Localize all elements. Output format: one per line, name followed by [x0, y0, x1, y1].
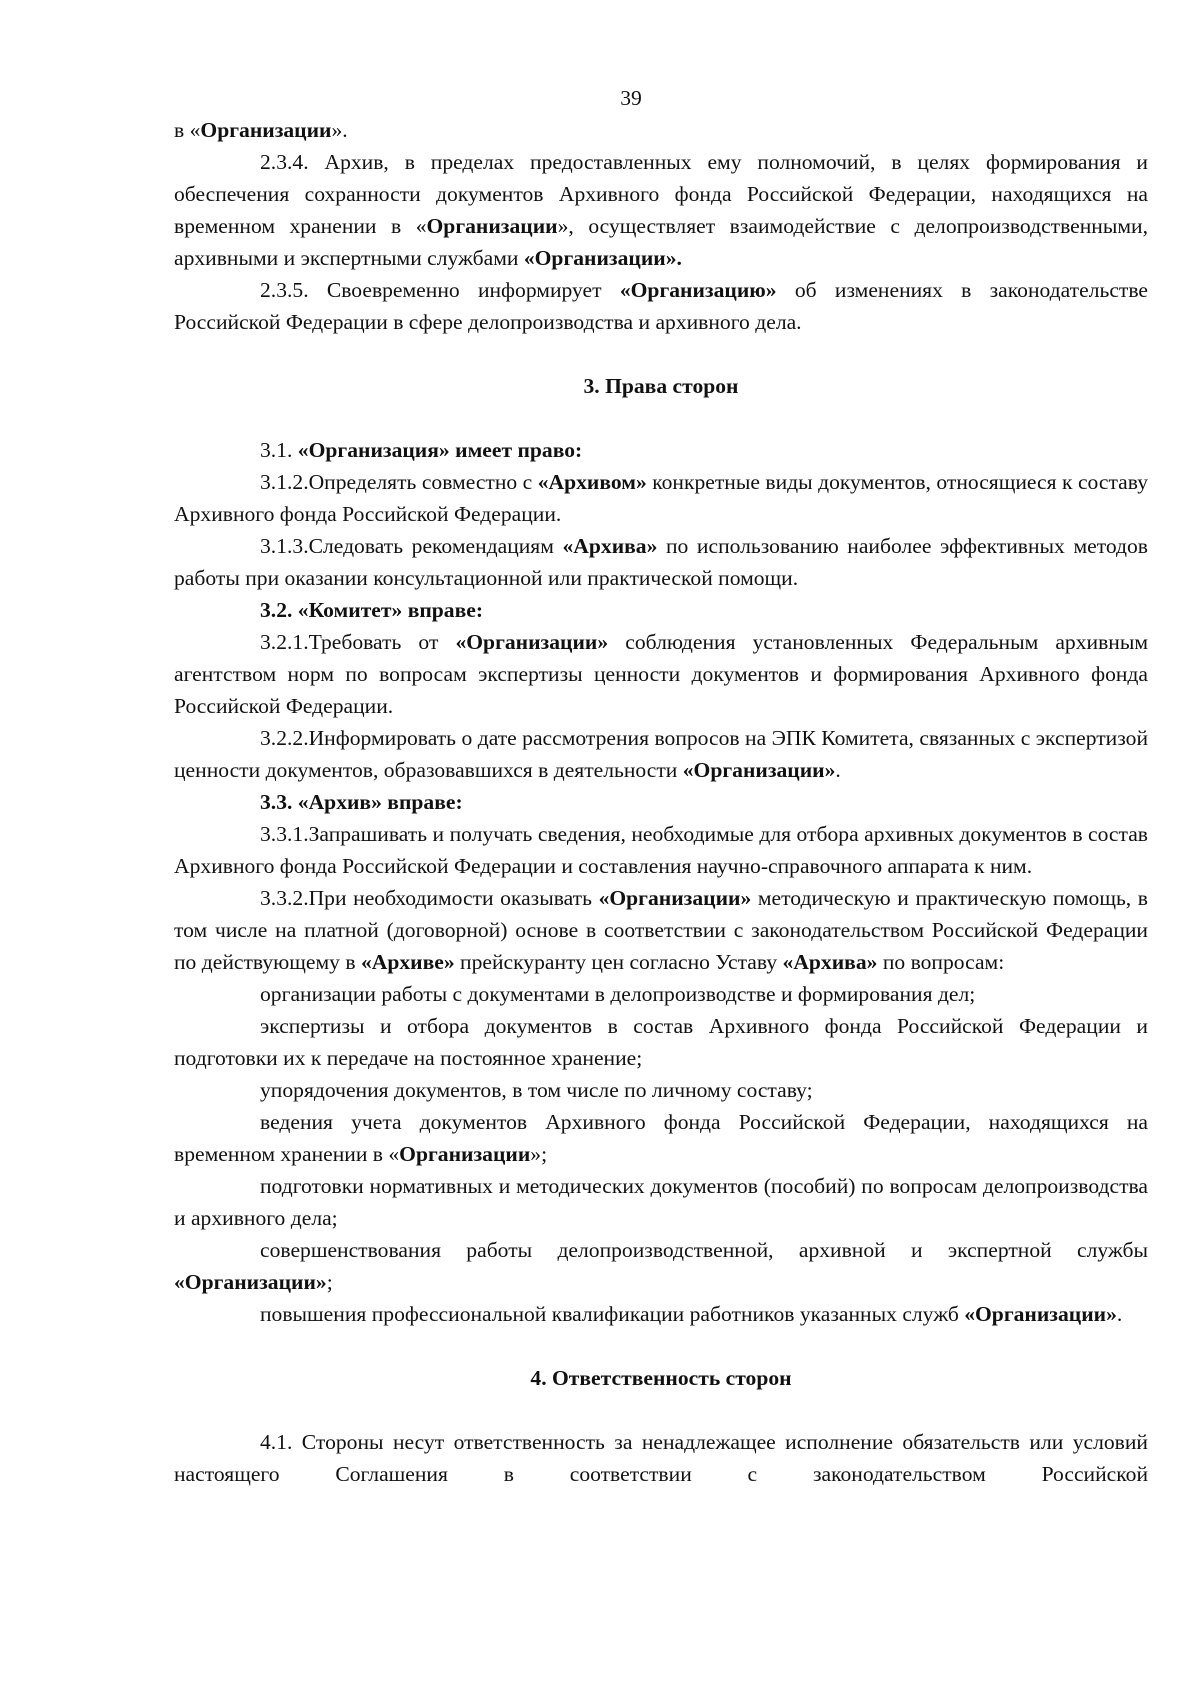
bold-text: «Организации».	[523, 246, 682, 270]
paragraph-p_32	[174, 594, 1148, 626]
text-run: подготовки нормативных и методических документов (пособий) по вопросам делопроизводства и архивного дела;	[174, 1174, 1148, 1230]
bold-text: «Организации»	[174, 1270, 327, 1294]
bold-text: «Организации»	[455, 630, 609, 654]
paragraph-p_i3	[174, 1074, 1148, 1106]
text-run: 3.3.1.Запрашивать и получать сведения, необходимые для отбора архивных документов в состав Архивного фонда Российской Федерации и составления научно-справочного аппарата к ним.	[174, 822, 1148, 878]
paragraph-p_i2	[174, 1010, 1148, 1074]
text-run: .	[1116, 1302, 1123, 1326]
text-run: 2.3.4. Архив, в пределах предоставленных ему полномочий, в целях формирования и обеспечения сохранности документов Архивного фонда Российской Федерации, находящихся на временном хранении в «	[174, 150, 1148, 238]
bold-text: Организации	[399, 1142, 531, 1166]
paragraph-p_331	[174, 818, 1148, 882]
bold-text: «Организации»	[964, 1302, 1117, 1326]
text-run: по вопросам:	[877, 950, 1005, 974]
bold-text: «Архива»	[562, 534, 658, 558]
bold-text: «Архива»	[782, 950, 878, 974]
bold-text: 3.3. «Архив» вправе:	[260, 790, 463, 814]
bold-text: «Организация» имеет право:	[297, 438, 583, 462]
page-number: 39	[620, 86, 642, 110]
text-run: 4.1. Стороны несут ответственность за ненадлежащее исполнение обязательств или условий настоящего Соглашения в соответствии с законодательством Российской	[174, 1430, 1148, 1486]
text-run: 3.1.2.Определять совместно с	[260, 470, 538, 494]
text-run: 2.3.5. Своевременно информирует	[260, 278, 620, 302]
paragraph-p_i7	[174, 1298, 1148, 1330]
paragraph-p_33	[174, 786, 1148, 818]
text-run: методическую и практическую помощь, в том числе на платной (договорной) основе в соответствии с законодательством Российской Федерации по действующему в	[174, 886, 1149, 974]
text-run: 3.2.1.Требовать от	[260, 630, 456, 654]
text-run: .	[835, 758, 841, 782]
text-run: по использованию наиболее эффективных методов работы при оказании консультационной или практической помощи.	[174, 534, 1148, 590]
text-run: организации работы с документами в делопроизводстве и формирования дел;	[260, 982, 976, 1006]
text-run: ».	[331, 118, 348, 142]
paragraph-p_i5	[174, 1170, 1148, 1234]
paragraph-p_i4	[174, 1106, 1148, 1170]
text-run: »;	[530, 1142, 548, 1166]
bold-text: Организации	[200, 118, 332, 142]
bold-text: Организации	[426, 214, 558, 238]
paragraph-p_41	[174, 1426, 1148, 1490]
bold-text: «Организацию»	[619, 278, 777, 302]
text-run: об изменениях в законодательстве Российской Федерации в сфере делопроизводства и архивного дела.	[174, 278, 1149, 334]
text-run: ведения учета документов Архивного фонда Российской Федерации, находящихся на временном хранении в «	[174, 1110, 1148, 1166]
document-body	[174, 114, 1148, 1490]
paragraph-p_312	[174, 466, 1148, 530]
text-run: ;	[326, 1270, 333, 1294]
text-run: в «	[174, 118, 201, 142]
bold-text: «Архиве»	[360, 950, 455, 974]
text-run: упорядочения документов, в том числе по личному составу;	[260, 1078, 813, 1102]
paragraph-p_i1	[174, 978, 1148, 1010]
paragraph-p_332	[174, 882, 1148, 978]
text-run: прейскуранту цен согласно Уставу	[454, 950, 783, 974]
paragraph-p_i6	[174, 1234, 1148, 1298]
text-run: совершенствования работы делопроизводственной, архивной и экспертной службы	[260, 1238, 1148, 1262]
paragraph-p_321	[174, 626, 1148, 722]
text-run: 3.3.2.При необходимости оказывать	[260, 886, 599, 910]
text-run: 3.1.3.Следовать рекомендациям	[260, 534, 563, 558]
bold-text: «Организации»	[682, 758, 836, 782]
text-run: 3.2.2.Информировать о дате рассмотрения вопросов на ЭПК Комитета, связанных с экспертизой ценности документов, образовавшихся в деятельности	[174, 726, 1148, 782]
bold-text: 3.2. «Комитет» вправе:	[260, 598, 484, 622]
paragraph-p_322	[174, 722, 1148, 786]
paragraph-p_31	[174, 434, 1148, 466]
bold-text: «Организации»	[598, 886, 752, 910]
text-run: экспертизы и отбора документов в состав Архивного фонда Российской Федерации и подготовки их к передаче на постоянное хранение;	[174, 1014, 1148, 1070]
text-run: 3.1.	[260, 438, 298, 462]
section-heading-h4: 4. Ответственность сторон	[530, 1366, 792, 1390]
paragraph-p_313	[174, 530, 1148, 594]
section-heading-h3: 3. Права сторон	[583, 374, 739, 398]
paragraph-p_cont	[174, 114, 1148, 146]
text-run: », осуществляет взаимодействие с делопроизводственными, архивными и экспертными службами	[174, 214, 1148, 270]
text-run: конкретные виды документов, относящиеся к составу Архивного фонда Российской Федерации.	[174, 470, 1148, 526]
paragraph-p_234	[174, 146, 1148, 274]
bold-text: «Архивом»	[537, 470, 647, 494]
text-run: соблюдения установленных Федеральным архивным агентством норм по вопросам экспертизы ценности документов и формирования Архивного фонда Российской Федерации.	[174, 630, 1148, 718]
text-run: повышения профессиональной квалификации работников указанных служб	[260, 1302, 965, 1326]
paragraph-p_235	[174, 274, 1148, 338]
